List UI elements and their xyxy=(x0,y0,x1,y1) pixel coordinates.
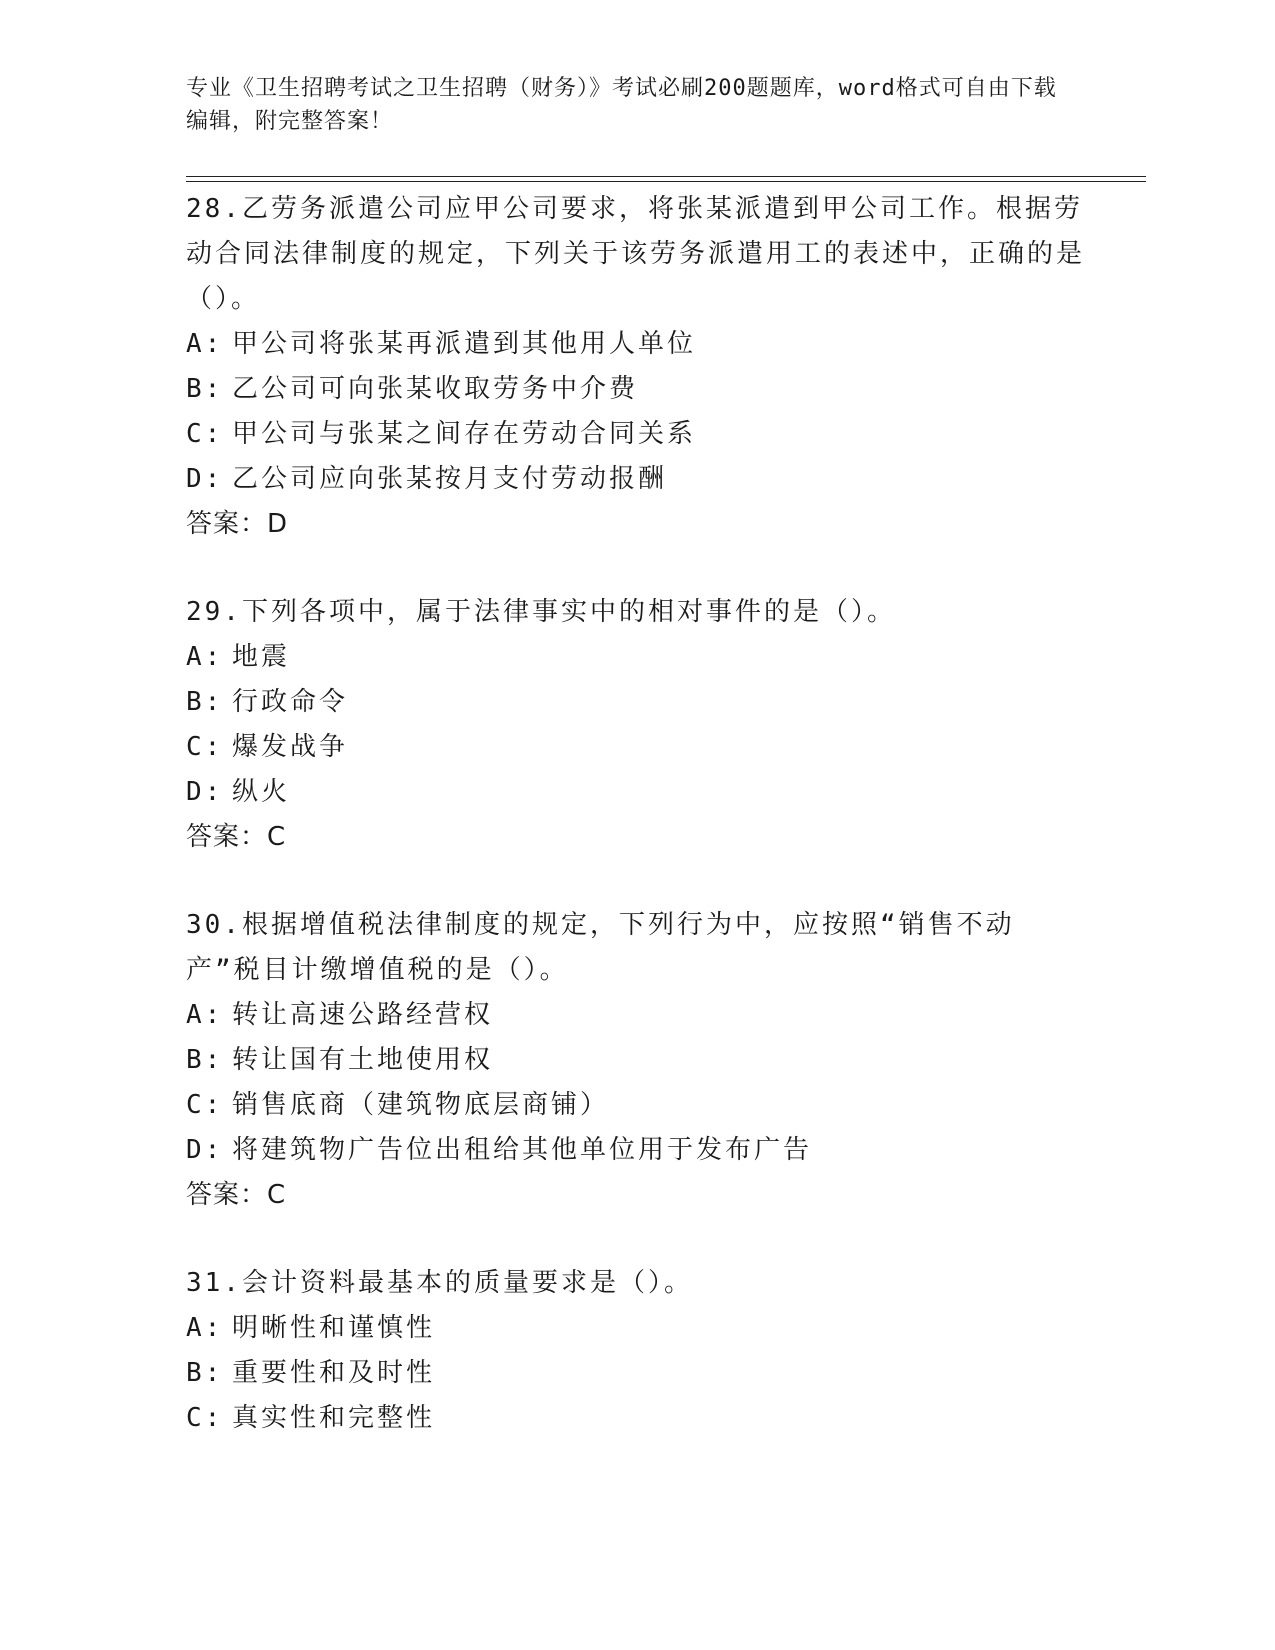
question-list xyxy=(186,187,1086,1441)
option-c xyxy=(186,725,1086,770)
option-b xyxy=(186,367,1086,412)
question-stem: 30.根据增值税法律制度的规定，下列行为中，应按照“销售不动产”税目计缴增值税的是（）。 xyxy=(186,910,1015,985)
question-stem: 31.会计资料最基本的质量要求是（）。 xyxy=(186,1268,693,1298)
option-d xyxy=(186,1128,1086,1173)
option-text: 真实性和完整性 xyxy=(232,1403,436,1433)
option-c xyxy=(186,1396,1086,1441)
option-key: B: xyxy=(186,1045,224,1075)
option-d xyxy=(186,457,1086,502)
option-text: 乙公司应向张某按月支付劳动报酬 xyxy=(232,464,668,494)
option-text: 甲公司将张某再派遣到其他用人单位 xyxy=(232,329,697,359)
option-key: B: xyxy=(186,1358,224,1388)
header-rule-top xyxy=(186,176,1146,177)
option-key: A: xyxy=(186,329,224,359)
question-gap xyxy=(186,547,1086,590)
option-key: D: xyxy=(186,777,224,807)
option-key: D: xyxy=(186,1135,224,1165)
question-28 xyxy=(186,187,1086,547)
answer-line: 答案：C xyxy=(186,822,287,852)
option-key: B: xyxy=(186,374,224,404)
option-text: 纵火 xyxy=(232,777,291,807)
option-text: 爆发战争 xyxy=(232,732,349,762)
option-key: C: xyxy=(186,1090,224,1120)
option-text: 甲公司与张某之间存在劳动合同关系 xyxy=(232,419,697,449)
option-key: A: xyxy=(186,642,224,672)
option-key: D: xyxy=(186,464,224,494)
option-text: 将建筑物广告位出租给其他单位用于发布广告 xyxy=(232,1135,813,1165)
option-text: 销售底商（建筑物底层商铺） xyxy=(232,1090,610,1120)
option-key: C: xyxy=(186,419,224,449)
header-rule-bottom xyxy=(186,181,1146,182)
option-key: A: xyxy=(186,1313,224,1343)
option-a xyxy=(186,635,1086,680)
option-a xyxy=(186,1306,1086,1351)
answer-line: 答案：D xyxy=(186,509,289,539)
option-text: 转让高速公路经营权 xyxy=(232,1000,494,1030)
option-text: 明晰性和谨慎性 xyxy=(232,1313,436,1343)
document-header: 专业《卫生招聘考试之卫生招聘（财务）》考试必刷200题题库，word格式可自由下载编辑，附完整答案！ xyxy=(186,76,1057,134)
option-c xyxy=(186,412,1086,457)
option-text: 重要性和及时性 xyxy=(232,1358,436,1388)
option-a xyxy=(186,322,1086,367)
option-b xyxy=(186,680,1086,725)
question-29 xyxy=(186,590,1086,860)
answer-line: 答案：C xyxy=(186,1180,287,1210)
question-stem: 28.乙劳务派遣公司应甲公司要求，将张某派遣到甲公司工作。根据劳动合同法律制度的规定，下列关于该劳务派遣用工的表述中，正确的是（）。 xyxy=(186,194,1086,314)
option-key: A: xyxy=(186,1000,224,1030)
option-text: 地震 xyxy=(232,642,291,672)
option-text: 行政命令 xyxy=(232,687,349,717)
option-b xyxy=(186,1351,1086,1396)
option-text: 转让国有土地使用权 xyxy=(232,1045,494,1075)
option-key: C: xyxy=(186,1403,224,1433)
option-key: B: xyxy=(186,687,224,717)
option-d xyxy=(186,770,1086,815)
question-gap xyxy=(186,1218,1086,1261)
option-key: C: xyxy=(186,732,224,762)
option-c xyxy=(186,1083,1086,1128)
question-30 xyxy=(186,903,1086,1218)
question-stem: 29.下列各项中，属于法律事实中的相对事件的是（）。 xyxy=(186,597,896,627)
option-a xyxy=(186,993,1086,1038)
question-gap xyxy=(186,860,1086,903)
option-text: 乙公司可向张某收取劳务中介费 xyxy=(232,374,639,404)
question-31 xyxy=(186,1261,1086,1441)
option-b xyxy=(186,1038,1086,1083)
